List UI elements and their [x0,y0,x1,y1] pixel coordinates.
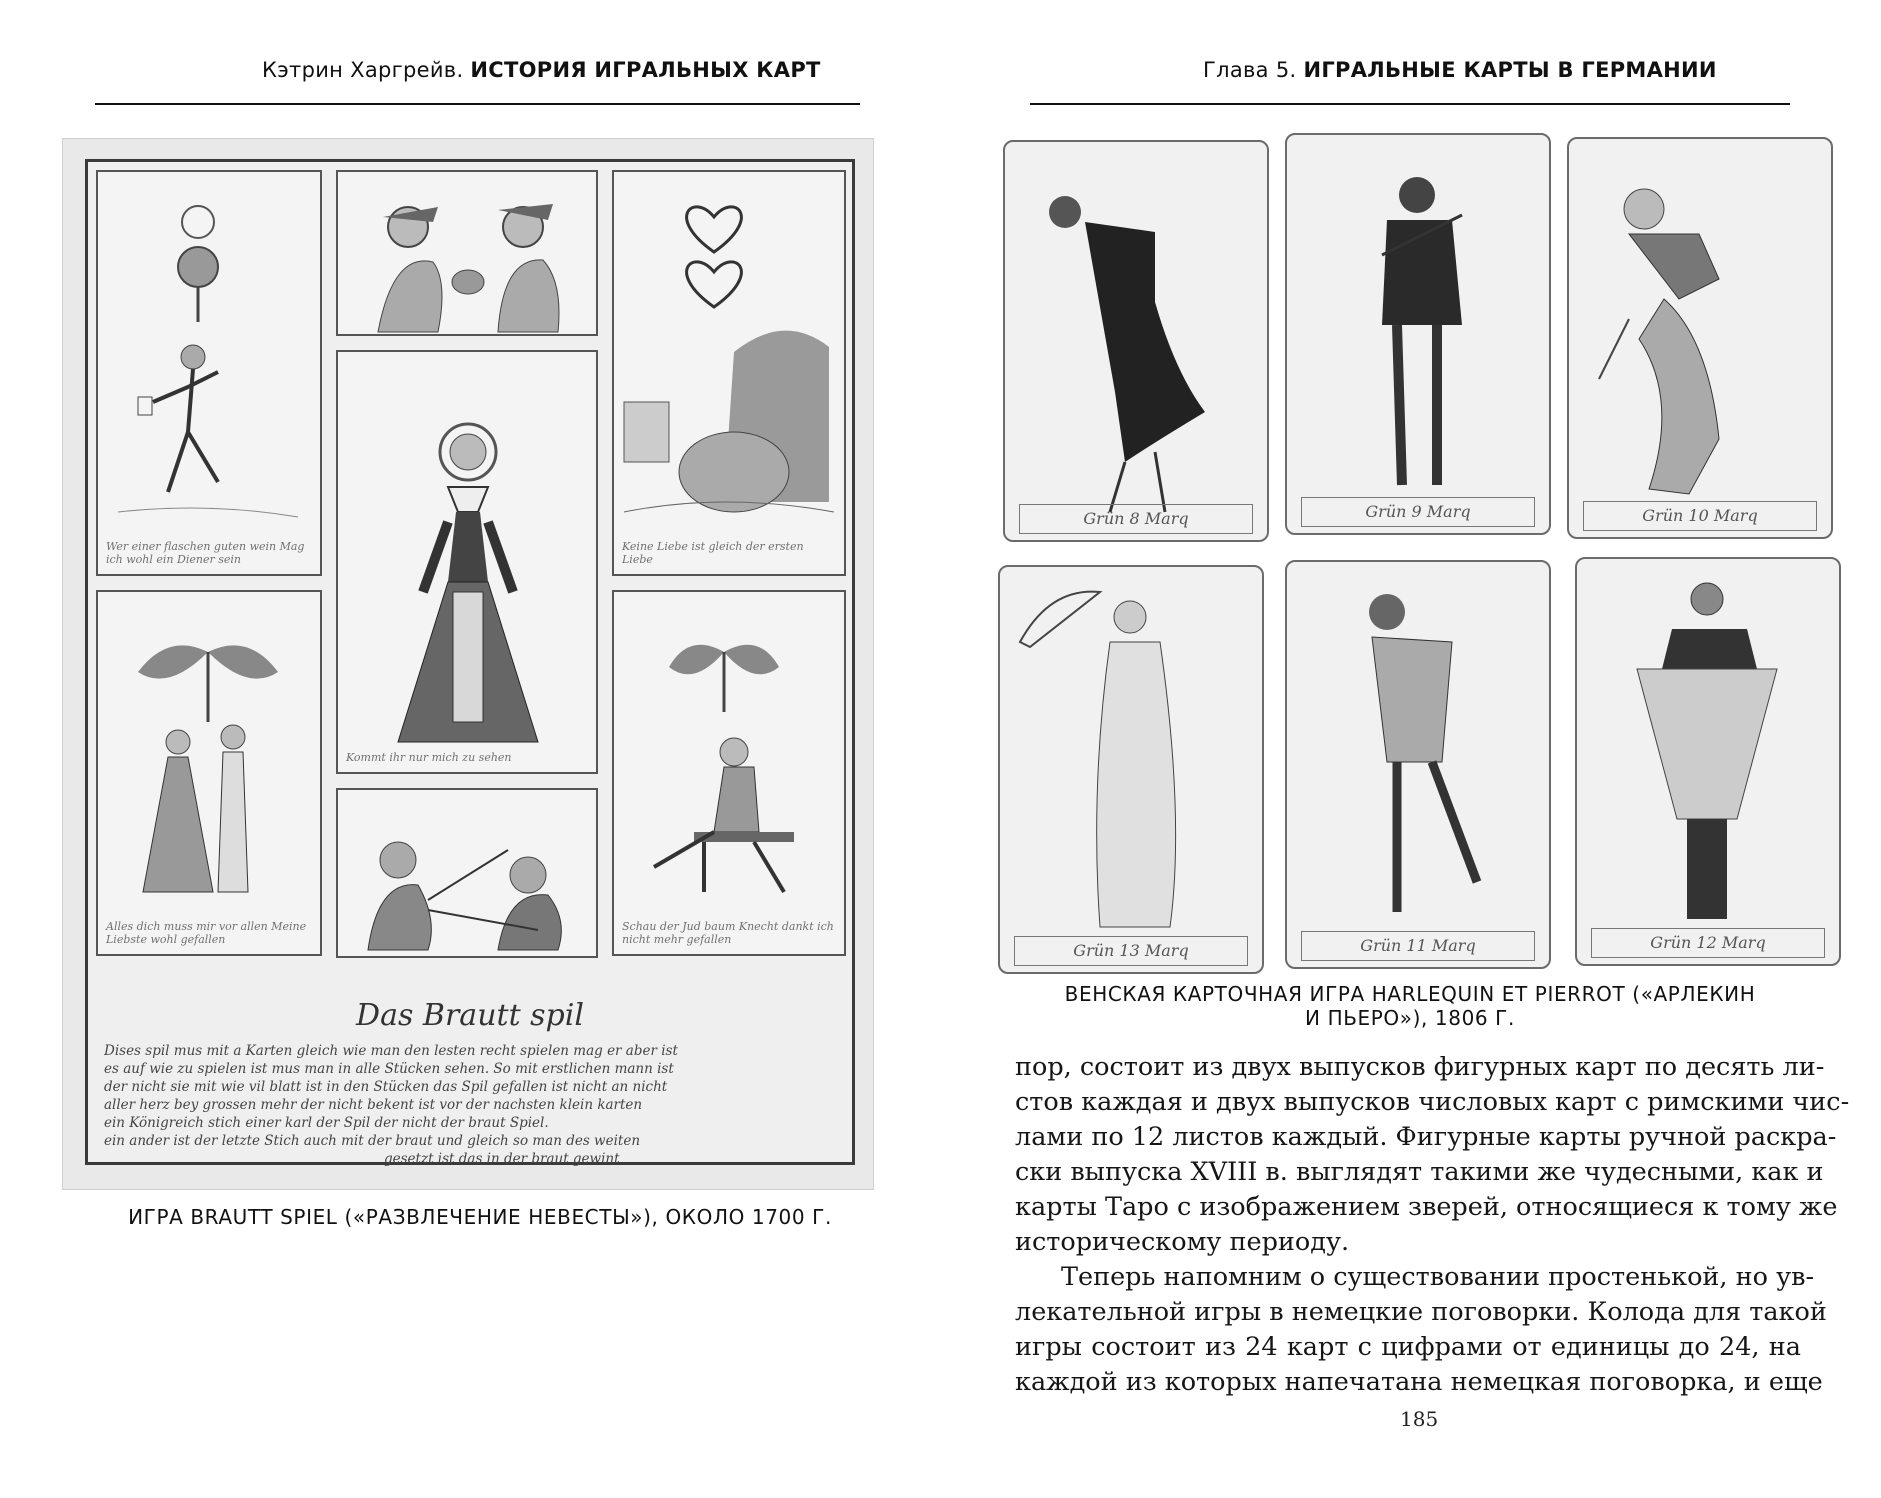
running-head-author: Кэтрин Харгрейв. [262,58,464,82]
card-1 [1003,140,1269,542]
cell-caption: Kommt ihr nur mich zu sehen [346,751,512,764]
card-5 [1285,560,1551,969]
plate-cell-fight [336,788,598,958]
seated-figure-illustration [614,592,844,954]
brautt-spiel-plate [62,138,874,1190]
running-head-book-title: ИСТОРИЯ ИГРАЛЬНЫХ КАРТ [470,58,821,82]
figure-caption-right [1030,982,1790,1030]
body-line: каждой из которых напечатана немецкая поговорка, и еще [1015,1367,1823,1397]
cell-caption: Keine Liebe ist gleich der ersten Liebe [622,540,804,566]
card-label: Grün 11 Marq [1301,931,1535,961]
skater-illustration [1287,562,1549,967]
left-page [0,0,940,1498]
page-number: 185 [1400,1407,1439,1431]
jester-illustration [98,172,320,574]
plate-cell-drinkers [336,170,598,336]
plate-text-line: gesetzt ist das in der braut gewint [384,1151,620,1167]
body-text [1015,1050,1850,1400]
body-line: карты Таро с изображением зверей, относящиеся к тому же [1015,1192,1838,1222]
body-line: ски выпуска XVIII в. выглядят такими же чудесными, как и [1015,1157,1824,1187]
plate-text-line: Dises spil mus mit a Karten gleich wie man den lesten recht spielen mag er aber ist [104,1043,678,1059]
card-3 [1567,137,1833,539]
plate-text-line: aller herz bey grossen mehr der nicht bekent ist vor der nachsten klein karten [104,1097,643,1113]
bride-illustration [338,352,596,772]
body-line: игры состоит из 24 карт с цифрами от единицы до 24, на [1015,1332,1801,1362]
violinist-illustration [1287,135,1549,533]
card-label: Grün 13 Marq [1014,936,1248,966]
drinkers-illustration [338,172,596,334]
card-label: Grün 12 Marq [1591,928,1825,958]
figure-caption-right-line: И ПЬЕРО»), 1806 Г. [1305,1006,1515,1030]
card-6 [1575,557,1841,966]
plate-rules-text [104,1042,836,1168]
cell-caption: Schau der Jud baum Knecht dankt ich nicht mehr gefallen [622,920,834,946]
card-label: Grün 9 Marq [1301,497,1535,527]
cell-caption: Alles dich muss mir vor allen Meine Liebste wohl gefallen [106,920,307,946]
running-head-chapter: Глава 5. [1203,58,1297,82]
body-line: историческому периоду. [1015,1227,1350,1257]
woman-parasol-illustration [1000,567,1262,972]
body-line: лами по 12 листов каждый. Фигурные карты ручной раскра- [1015,1122,1837,1152]
fighting-figures-illustration [338,790,596,956]
plate-text-line: der nicht sie mit wie vil blatt ist in den Stücken das Spil gefallen ist nicht an nicht [104,1079,668,1095]
figure-caption-right-line: ВЕНСКАЯ КАРТОЧНАЯ ИГРА HARLEQUIN ET PIERROT («АРЛЕКИН [1064,982,1756,1006]
plate-cell-seated [612,590,846,956]
card-2 [1285,133,1551,535]
plate-title: Das Brautt spil [356,998,584,1033]
card-label: Grün 10 Marq [1583,501,1817,531]
card-label: Grün 8 Marq [1019,504,1253,534]
figure-caption-left: ИГРА BRAUTT SPIEL («РАЗВЛЕЧЕНИЕ НЕВЕСТЫ»), ОКОЛО 1700 Г. [128,1205,832,1229]
plate-text-line: es auf wie zu spielen ist mus man in alle Stücken sehen. So mit erstlichen mann ist [104,1061,674,1077]
running-head-right [1203,58,1717,82]
running-head-left [262,58,821,82]
header-rule-left [95,103,860,105]
body-line: лекательной игры в немецкие поговорки. Колода для такой [1015,1297,1827,1327]
dancer-dark-dress-illustration [1005,142,1267,540]
body-line: Теперь напомним о существовании простенькой, но ув- [1061,1262,1815,1292]
plate-cell-jester [96,170,322,576]
body-line: стов каждая и двух выпусков числовых карт с римскими чис- [1015,1087,1850,1117]
hearts-garden-illustration [614,172,844,574]
running-head-chapter-title: ИГРАЛЬНЫЕ КАРТЫ В ГЕРМАНИИ [1303,58,1717,82]
plate-cell-couple [96,590,322,956]
body-line: пор, состоит из двух выпусков фигурных карт по десять ли- [1015,1052,1825,1082]
header-rule-right [1030,103,1790,105]
plate-cell-bride [336,350,598,774]
couple-illustration [98,592,320,954]
woman-basket-illustration [1569,139,1831,537]
woman-shawl-illustration [1577,559,1839,964]
plate-text-line: ein ander ist der letzte Stich auch mit der braut und gleich so man des weiten [104,1133,641,1149]
plate-cell-hearts [612,170,846,576]
cell-caption: Wer einer flaschen guten wein Mag ich wohl ein Diener sein [106,540,305,566]
card-4 [998,565,1264,974]
plate-frame [85,159,855,1165]
plate-text-line: ein Königreich stich einer karl der Spil der nicht der braut Spiel. [104,1115,549,1131]
